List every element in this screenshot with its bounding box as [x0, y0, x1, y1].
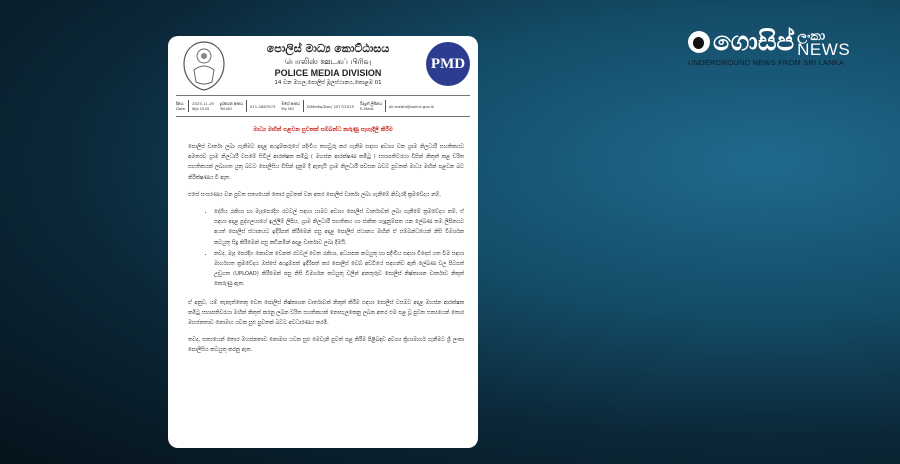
logo-name-lanka: ලංකා — [797, 29, 826, 44]
division-address: 14 වන මහල,පොලිස් මූලස්ථානය,කොළඹ 01 — [274, 80, 382, 86]
document-body — [188, 142, 464, 363]
paragraph-1: පොලිස් වාර්තා ලබා ගැනීමට අදාළ අයදුම්කරුගේ පදිංචිය තහවුරු කර ගැනීම සඳහා අවශ්‍ය වන ග්‍රාම නිලධාරී සහතිකයට අමතරව ග්‍රාම නිලධාරී වසමේ සිවිල් ආරක්ෂක කමිටු ( මහජන ආරක්ෂණ කමිටු ) සභාපතිවරයා විසින් නිකුත් කළ චරිත සහතිකයක් ලබාගත යුතු බවට පොලිසිය විසින් දැනුම් දී ඇතැයි ග්‍රාම නිලධාරී පවසන බවට පුවතක් මාධ්‍ය මඟින් පළවන බව නිරීක්ෂණය වී ඇත. — [188, 144, 464, 181]
document-title: මාධ්‍ය මඟින් පළවන පුවතක් සම්බන්ධ කරුණු පැහැදිලි කිරීම — [253, 127, 393, 133]
logo-tagline: UNDERGROUND NEWS FROM SRI LANKA — [688, 58, 845, 67]
tel-label: Tel.NO — [219, 106, 232, 111]
logo-name: ගොසිප් — [713, 27, 795, 57]
division-name-english: POLICE MEDIA DIVISION — [274, 68, 382, 78]
division-name-tamil: பொலிஸ் ஊடகப் பிரிவு — [284, 57, 372, 66]
paragraph-4: තවද, සත්‍යයෙන් තොර මහජනතාව නොමඟ යවන සුළු මෙවැනි පුවත් පළ කිරීම පිළිබඳව අවශ්‍ය ක්‍රියාමාර්ග ගැනීමට ශ්‍රී ලංකා පොලිසිය කටයුතු කරනු ඇත. — [188, 337, 464, 354]
date-value: 2025.11.19 — [192, 101, 214, 106]
ref-value: D/Media/Doc/ 2077/2025 — [306, 103, 355, 109]
gossip-lanka-logo — [688, 28, 850, 67]
date-label-si: දිනය — [176, 101, 184, 106]
ref-label: My NO — [281, 106, 294, 111]
ref-label-si: මගේ අංකය — [281, 101, 300, 106]
pmd-logo: PMD — [426, 42, 470, 86]
tel-value: 011-2887973 — [249, 103, 276, 109]
paragraph-2: එසේ සංසරණය වන පුවත සත්‍යයෙන් තොර පුවතක් වන අතර පොලිස් වාර්තා ලබා ගැනීමේ නිවැරදි ක්‍රමවේදය නම්, — [188, 191, 441, 198]
paragraph-3: ඒ අනුව, යම් තැනැත්තෙකු වෙත පොලිස් නිෂ්කාශන වාර්තාවක් නිකුත් කිරීම සඳහා පොලිස් වසමට අදාළ මහජන ආරක්ෂක කමිටු සභාපතිවරයා මඟින් නිකුත් කරනු ලබන චරිත සහතිකයක් නොසැලකෙනු ලබන අතර එම පළ වූ පුවත සත්‍යයෙන් තොර මහජනතාව නොමඟ යවන සුළු පුවතක් බවට අවධාරණය කරමි. — [188, 299, 464, 327]
press-release-document — [168, 36, 478, 448]
email-label-si: විද්‍යුත් ලිපිනය — [360, 101, 382, 106]
list-item: • තවද, මැද පෙරදිග නොවන වෙනත් රටවල් වෙත රැකියා, අධ්‍යාපන කටයුතු හා පදිංචිය සඳහා විදෙස් ගත වීම සඳහා මාර්ගගත ක්‍රමවේදය ඔස්සේ අයදුම්පත් ඉදිරිපත් කර පොලිස් වෙබ් අඩවියේ සඳහන්ව ඇති ලේඛණ වල පිටපත් උඩුගත (UPLOAD) කිරීමෙන් පසු නිසි විමර්ශන කටයුතු වලින් අනතුරුව පොලිස් නිෂ්කාශන වාර්තාව නිකුත් කෙරුණු ඇත. — [214, 249, 464, 290]
logo-news: NEWS — [797, 40, 851, 59]
division-name-sinhala: පොලිස් මාධ්‍ය කොට්ඨාසය — [266, 42, 390, 55]
procedure-list — [214, 207, 464, 290]
police-crest-icon — [180, 40, 228, 92]
email-value: dir.media@police.gov.lk — [388, 103, 435, 109]
tel-label-si: දුරකථන අංකය — [219, 101, 243, 106]
email-label: E-Mails — [360, 106, 374, 111]
list-item: • දේශීය රැකියා හා මැදපෙරදිග රටවල් සඳහා යාමට අවශ්‍ය පොලිස් වාර්තාවක් ලබා ගැනීමේ ක්‍රමවේදය නම්, ඒ සඳහා අදාළ පුද්ගලයාගේ ඉල්ලීම් ලිපිය, ග්‍රාම නිලධාරී සහතිකය හා ජාතික හැඳුනුම්පත යන ලේඛණ තම ලිපිනයට අයත් පොලිස් ස්ථානයට ඉදිරිපත් කිරීමෙන් පසු අදාළ පොලිස් ස්ථානය මඟින් ඒ සම්බන්ධයෙන් නිසි විමර්ශන කටයුතු සිදු කිරීමෙන් පසු කඩිනමින් අදාළ වාර්තාව ලබා දීමයි. — [214, 207, 464, 248]
time-value: පැය 1545 — [192, 106, 210, 111]
contact-info-row — [176, 95, 470, 117]
letterhead — [238, 42, 418, 88]
eye-icon — [688, 31, 710, 53]
date-label: Date — [176, 106, 186, 111]
